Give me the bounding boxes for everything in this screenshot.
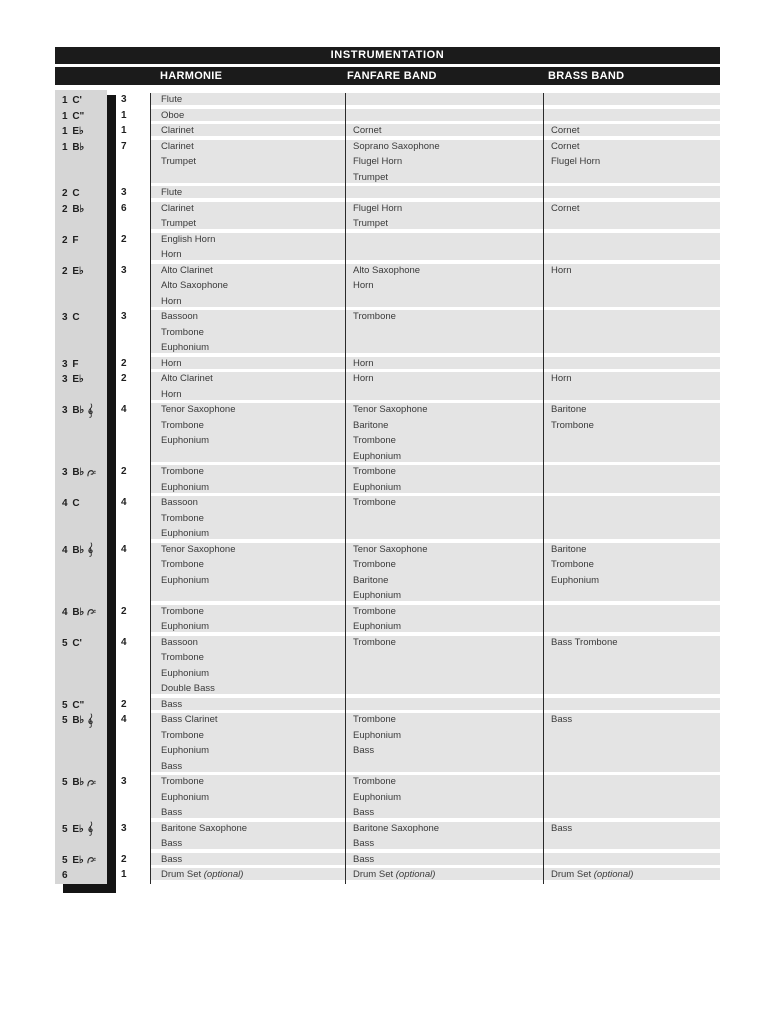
brass-instrument: Flugel Horn bbox=[551, 156, 601, 167]
group-row-3-c bbox=[55, 310, 720, 357]
fanfare-instrument: Trombone bbox=[353, 605, 396, 617]
harmonie-instrument: Flute bbox=[161, 187, 183, 198]
fanfare-instrument: Euphonium bbox=[353, 481, 402, 493]
group-stripe bbox=[151, 853, 720, 865]
group-row-5-eb-treble bbox=[55, 822, 720, 853]
group-row-5-cp bbox=[55, 636, 720, 698]
part-count: 3 bbox=[121, 264, 127, 276]
group-stripe bbox=[151, 357, 720, 369]
part-count: 3 bbox=[121, 822, 127, 834]
group-stripe bbox=[151, 713, 720, 772]
part-label-text: 5 C' bbox=[62, 637, 82, 649]
part-label bbox=[62, 868, 68, 884]
group-stripe bbox=[151, 186, 720, 198]
bass-clef-icon bbox=[87, 608, 96, 616]
part-label bbox=[62, 233, 78, 249]
fanfare-instrument: Trumpet bbox=[353, 218, 389, 229]
part-label bbox=[62, 636, 82, 652]
fanfare-instrument: Horn bbox=[353, 357, 374, 369]
harmonie-instrument: Euphonium bbox=[161, 528, 210, 539]
treble-clef-icon bbox=[87, 542, 94, 558]
group-row-3-f bbox=[55, 357, 720, 373]
fanfare-instrument: Bass bbox=[353, 853, 375, 865]
harmonie-instrument: Trumpet bbox=[161, 156, 197, 167]
part-label-text: 4 C bbox=[62, 498, 80, 510]
fanfare-instrument: Euphonium bbox=[353, 450, 402, 462]
fanfare-instrument: Trombone bbox=[353, 311, 396, 322]
fanfare-instrument: Baritone bbox=[353, 574, 389, 586]
fanfare-instrument: Euphonium bbox=[353, 590, 402, 601]
group-stripe bbox=[151, 465, 720, 493]
group-rows bbox=[55, 93, 720, 884]
part-count: 1 bbox=[121, 125, 127, 136]
instrumentation-table bbox=[55, 93, 720, 884]
fanfare-instrument: Baritone Saxophone bbox=[353, 822, 440, 834]
group-row-4-bb-bass bbox=[55, 605, 720, 636]
part-count: 2 bbox=[121, 373, 127, 384]
part-count: 6 bbox=[121, 202, 127, 214]
harmonie-instrument: Flute bbox=[161, 94, 183, 105]
harmonie-instrument: Bassoon bbox=[161, 497, 198, 508]
part-count: 2 bbox=[121, 466, 127, 477]
harmonie-instrument: Trombone bbox=[161, 652, 204, 663]
part-label bbox=[62, 140, 84, 156]
part-label-text: 1 E♭ bbox=[62, 126, 84, 138]
column-header-bar bbox=[55, 67, 720, 85]
group-stripe bbox=[151, 310, 720, 353]
group-row-3-eb bbox=[55, 372, 720, 403]
group-stripe bbox=[151, 124, 720, 136]
group-row-3-bb-bass bbox=[55, 465, 720, 496]
harmonie-instrument: Bass bbox=[161, 760, 183, 772]
part-label bbox=[62, 403, 94, 419]
part-label-text: 2 F bbox=[62, 234, 79, 246]
fanfare-instrument: Bass bbox=[353, 745, 375, 756]
fanfare-instrument: Horn bbox=[353, 373, 374, 384]
part-label bbox=[62, 357, 78, 373]
harmonie-instrument: Bass bbox=[161, 698, 183, 710]
bass-clef-icon bbox=[87, 856, 96, 864]
harmonie-instrument: Euphonium bbox=[161, 574, 210, 586]
divider-count-harmonie bbox=[150, 93, 151, 884]
column-header-fanfare-band: FANFARE BAND bbox=[347, 70, 437, 82]
part-label bbox=[62, 465, 96, 481]
group-row-2-f bbox=[55, 233, 720, 264]
brass-instrument: Cornet bbox=[551, 140, 580, 152]
part-label bbox=[62, 698, 84, 714]
part-label-text: 1 C" bbox=[62, 110, 85, 122]
part-label-text: 4 B♭ bbox=[62, 544, 85, 556]
part-count: 4 bbox=[121, 714, 127, 725]
harmonie-instrument: Trombone bbox=[161, 776, 204, 787]
fanfare-instrument: Tenor Saxophone bbox=[353, 404, 428, 415]
harmonie-instrument: Oboe bbox=[161, 109, 185, 121]
fanfare-instrument: Trombone bbox=[353, 714, 396, 725]
harmonie-instrument: Alto Saxophone bbox=[161, 280, 229, 291]
part-count: 1 bbox=[121, 109, 127, 121]
group-stripe bbox=[151, 264, 720, 307]
page-title: INSTRUMENTATION bbox=[330, 49, 445, 61]
part-count: 4 bbox=[121, 543, 127, 555]
part-label-text: 5 B♭ bbox=[62, 777, 85, 789]
group-stripe bbox=[151, 605, 720, 633]
harmonie-instrument: Bass bbox=[161, 807, 183, 818]
part-count: 2 bbox=[121, 698, 127, 710]
fanfare-instrument: Trombone bbox=[353, 466, 396, 477]
group-row-3-bb-treble bbox=[55, 403, 720, 465]
harmonie-instrument: Euphonium bbox=[161, 342, 210, 353]
part-label bbox=[62, 605, 96, 621]
brass-instrument: Bass bbox=[551, 714, 573, 725]
brass-instrument: Euphonium bbox=[551, 574, 600, 586]
fanfare-instrument: Trombone bbox=[353, 435, 396, 446]
group-row-2-c bbox=[55, 186, 720, 202]
harmonie-instrument: Euphonium bbox=[161, 667, 210, 679]
part-label bbox=[62, 310, 80, 326]
part-count: 3 bbox=[121, 94, 127, 105]
harmonie-instrument: Alto Clarinet bbox=[161, 373, 213, 384]
group-stripe bbox=[151, 372, 720, 400]
fanfare-instrument: Trombone bbox=[353, 636, 396, 648]
part-label-text: 5 E♭ bbox=[62, 854, 84, 866]
brass-instrument: Cornet bbox=[551, 125, 580, 136]
part-label-text: 1 B♭ bbox=[62, 141, 85, 153]
part-count: 4 bbox=[121, 497, 127, 508]
brass-instrument: Drum Set (optional) bbox=[551, 869, 634, 880]
brass-instrument: Bass Trombone bbox=[551, 636, 618, 648]
harmonie-instrument: Trombone bbox=[161, 419, 204, 431]
harmonie-instrument: Euphonium bbox=[161, 435, 210, 446]
part-count: 4 bbox=[121, 404, 127, 415]
part-label-text: 2 E♭ bbox=[62, 265, 84, 277]
part-count: 1 bbox=[121, 869, 127, 880]
part-label-text: 3 C bbox=[62, 312, 80, 324]
part-count: 3 bbox=[121, 311, 127, 322]
group-row-2-bb bbox=[55, 202, 720, 233]
part-count: 7 bbox=[121, 140, 127, 152]
group-stripe bbox=[151, 109, 720, 121]
fanfare-instrument: Euphonium bbox=[353, 791, 402, 803]
brass-instrument: Horn bbox=[551, 264, 572, 276]
harmonie-instrument: Alto Clarinet bbox=[161, 264, 213, 276]
harmonie-instrument: Clarinet bbox=[161, 140, 194, 152]
part-label-text: 5 E♭ bbox=[62, 823, 84, 835]
fanfare-instrument: Euphonium bbox=[353, 729, 402, 741]
fanfare-instrument: Horn bbox=[353, 280, 374, 291]
divider-fanfare-brass bbox=[543, 93, 544, 884]
group-row-6 bbox=[55, 868, 720, 884]
part-label bbox=[62, 543, 94, 559]
part-count: 2 bbox=[121, 357, 127, 369]
harmonie-instrument: Trumpet bbox=[161, 218, 197, 229]
group-row-5-bb-treble bbox=[55, 713, 720, 775]
group-row-5-eb-bass bbox=[55, 853, 720, 869]
harmonie-instrument: Clarinet bbox=[161, 202, 194, 214]
fanfare-instrument: Euphonium bbox=[353, 621, 402, 632]
harmonie-instrument: Bass bbox=[161, 853, 183, 865]
harmonie-instrument: English Horn bbox=[161, 233, 216, 245]
group-stripe bbox=[151, 543, 720, 602]
part-label bbox=[62, 713, 94, 729]
fanfare-instrument: Trombone bbox=[353, 497, 396, 508]
brass-instrument: Baritone bbox=[551, 543, 587, 555]
harmonie-instrument: Baritone Saxophone bbox=[161, 822, 248, 834]
part-label bbox=[62, 124, 84, 140]
harmonie-instrument: Tenor Saxophone bbox=[161, 404, 236, 415]
brass-instrument: Trombone bbox=[551, 559, 594, 570]
part-label-text: 5 B♭ bbox=[62, 715, 85, 727]
group-row-5-cpp bbox=[55, 698, 720, 714]
part-label-text: 5 C" bbox=[62, 699, 85, 711]
fanfare-instrument: Bass bbox=[353, 838, 375, 849]
harmonie-instrument: Trombone bbox=[161, 729, 204, 741]
brass-instrument: Horn bbox=[551, 373, 572, 384]
harmonie-instrument: Bass Clarinet bbox=[161, 714, 218, 725]
part-count: 2 bbox=[121, 605, 127, 617]
part-label bbox=[62, 186, 80, 202]
brass-instrument: Cornet bbox=[551, 202, 580, 214]
group-stripe bbox=[151, 403, 720, 462]
group-row-1-cp bbox=[55, 93, 720, 109]
group-row-4-bb-treble bbox=[55, 543, 720, 605]
part-label bbox=[62, 264, 84, 280]
brass-instrument: Trombone bbox=[551, 419, 594, 431]
treble-clef-icon bbox=[87, 713, 94, 729]
brass-instrument: Bass bbox=[551, 822, 573, 834]
group-row-4-c bbox=[55, 496, 720, 543]
group-stripe bbox=[151, 775, 720, 818]
title-bar bbox=[55, 47, 720, 64]
harmonie-instrument: Horn bbox=[161, 388, 182, 400]
harmonie-instrument: Trombone bbox=[161, 559, 204, 570]
part-count: 3 bbox=[121, 187, 127, 198]
bass-clef-icon bbox=[87, 779, 96, 787]
harmonie-instrument: Horn bbox=[161, 357, 182, 369]
part-label-text: 3 B♭ bbox=[62, 405, 85, 417]
fanfare-instrument: Trombone bbox=[353, 776, 396, 787]
part-count: 3 bbox=[121, 776, 127, 787]
fanfare-instrument: Tenor Saxophone bbox=[353, 543, 428, 555]
harmonie-instrument: Trombone bbox=[161, 605, 204, 617]
group-row-5-bb-bass bbox=[55, 775, 720, 822]
group-row-2-eb bbox=[55, 264, 720, 311]
group-stripe bbox=[151, 233, 720, 261]
fanfare-instrument: Soprano Saxophone bbox=[353, 140, 440, 152]
fanfare-instrument: Flugel Horn bbox=[353, 156, 403, 167]
part-label bbox=[62, 775, 96, 791]
fanfare-instrument: Trombone bbox=[353, 559, 396, 570]
harmonie-instrument: Horn bbox=[161, 295, 182, 307]
part-label bbox=[62, 93, 82, 109]
group-row-1-bb bbox=[55, 140, 720, 187]
harmonie-instrument: Tenor Saxophone bbox=[161, 543, 236, 555]
treble-clef-icon bbox=[87, 821, 94, 837]
bass-clef-icon bbox=[87, 469, 96, 477]
harmonie-instrument: Bassoon bbox=[161, 311, 198, 322]
group-stripe bbox=[151, 202, 720, 230]
group-row-1-eb bbox=[55, 124, 720, 140]
treble-clef-icon bbox=[87, 403, 94, 419]
part-label-text: 3 B♭ bbox=[62, 467, 85, 479]
harmonie-instrument: Horn bbox=[161, 249, 182, 260]
harmonie-instrument: Bass bbox=[161, 838, 183, 849]
part-label-text: 2 B♭ bbox=[62, 203, 85, 215]
group-stripe bbox=[151, 496, 720, 539]
fanfare-instrument: Trumpet bbox=[353, 171, 389, 183]
part-label-text: 4 B♭ bbox=[62, 606, 85, 618]
fanfare-instrument: Baritone bbox=[353, 419, 389, 431]
harmonie-instrument: Euphonium bbox=[161, 745, 210, 756]
harmonie-instrument: Trombone bbox=[161, 512, 204, 524]
column-header-brass-band: BRASS BAND bbox=[548, 70, 625, 82]
part-label-text: 6 bbox=[62, 870, 68, 882]
harmonie-instrument: Trombone bbox=[161, 466, 204, 477]
harmonie-instrument: Bassoon bbox=[161, 636, 198, 648]
part-label bbox=[62, 109, 84, 125]
harmonie-instrument: Euphonium bbox=[161, 791, 210, 803]
group-stripe bbox=[151, 93, 720, 105]
group-stripe bbox=[151, 636, 720, 695]
fanfare-instrument: Drum Set (optional) bbox=[353, 869, 436, 880]
group-row-1-cpp bbox=[55, 109, 720, 125]
fanfare-instrument: Cornet bbox=[353, 125, 382, 136]
harmonie-instrument: Euphonium bbox=[161, 621, 210, 632]
part-label bbox=[62, 853, 96, 869]
part-count: 4 bbox=[121, 636, 127, 648]
part-label-text: 2 C bbox=[62, 188, 80, 200]
harmonie-instrument: Euphonium bbox=[161, 481, 210, 493]
part-label bbox=[62, 202, 84, 218]
harmonie-instrument: Trombone bbox=[161, 326, 204, 338]
part-label bbox=[62, 496, 80, 512]
part-count: 2 bbox=[121, 853, 127, 865]
part-label-text: 1 C' bbox=[62, 95, 82, 107]
group-stripe bbox=[151, 698, 720, 710]
column-header-harmonie: HARMONIE bbox=[160, 70, 223, 82]
divider-harmonie-fanfare bbox=[345, 93, 346, 884]
part-label-text: 3 E♭ bbox=[62, 374, 84, 386]
fanfare-instrument: Flugel Horn bbox=[353, 202, 403, 214]
fanfare-instrument: Alto Saxophone bbox=[353, 264, 421, 276]
part-label bbox=[62, 822, 94, 838]
fanfare-instrument: Bass bbox=[353, 807, 375, 818]
brass-instrument: Baritone bbox=[551, 404, 587, 415]
harmonie-instrument: Drum Set (optional) bbox=[161, 869, 244, 880]
part-label-text: 3 F bbox=[62, 358, 79, 370]
harmonie-instrument: Clarinet bbox=[161, 125, 194, 136]
page bbox=[55, 47, 720, 884]
part-count: 2 bbox=[121, 233, 127, 245]
part-label bbox=[62, 372, 84, 388]
harmonie-instrument: Double Bass bbox=[161, 683, 215, 694]
